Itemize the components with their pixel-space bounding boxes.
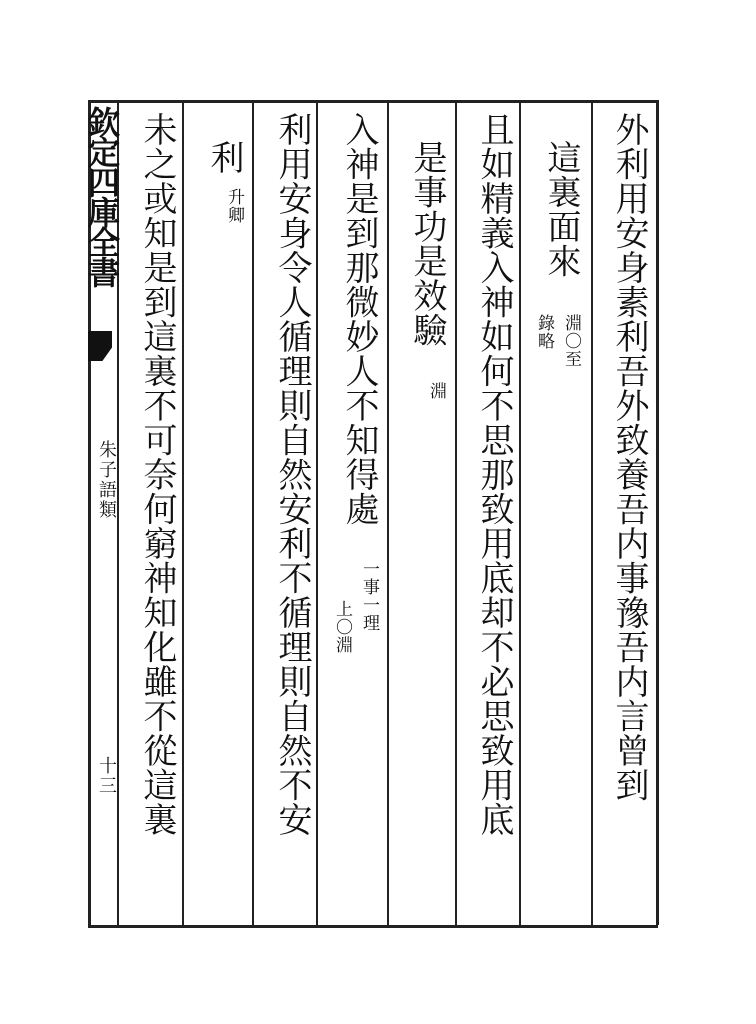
column-divider: [182, 100, 184, 925]
column-divider: [316, 100, 318, 925]
text-column: 利: [204, 140, 244, 175]
column-divider: [387, 100, 389, 925]
annotation: 升卿: [224, 188, 244, 224]
column-divider: [455, 100, 457, 925]
text-column: 未之或知是到這裏不可奈何窮神知化雖不從這裏: [137, 112, 177, 837]
text-column: 利用安身令人循理則自然安利不循理則自然不安: [272, 112, 312, 837]
text-column: 這裏面來: [541, 140, 581, 278]
annotation: 淵〇至: [561, 314, 581, 368]
text-column: 是事功是效驗: [407, 140, 447, 347]
bottom-border: [88, 925, 658, 928]
column-divider: [519, 100, 521, 925]
top-border: [88, 100, 658, 103]
annotation: 上〇淵: [332, 600, 352, 654]
text-column: 外利用安身素利吾外致養吾内事豫吾内言曾到: [609, 112, 649, 802]
column-divider: [591, 100, 593, 925]
section-title: 朱子語類: [96, 440, 117, 520]
column-divider: [252, 100, 254, 925]
annotation: 一事一理: [359, 560, 379, 632]
page-number: 十三: [96, 756, 117, 796]
outer-border-right: [656, 100, 659, 925]
text-column: 入神是到那微妙人不知得處: [339, 112, 379, 526]
fishtail-mark: [88, 331, 112, 361]
annotation: 錄略: [534, 314, 554, 350]
book-title: 欽定四庫全書: [83, 106, 121, 286]
annotation: 淵: [426, 382, 446, 400]
text-column: 且如精義入神如何不思那致用底却不必思致用底: [474, 112, 514, 837]
